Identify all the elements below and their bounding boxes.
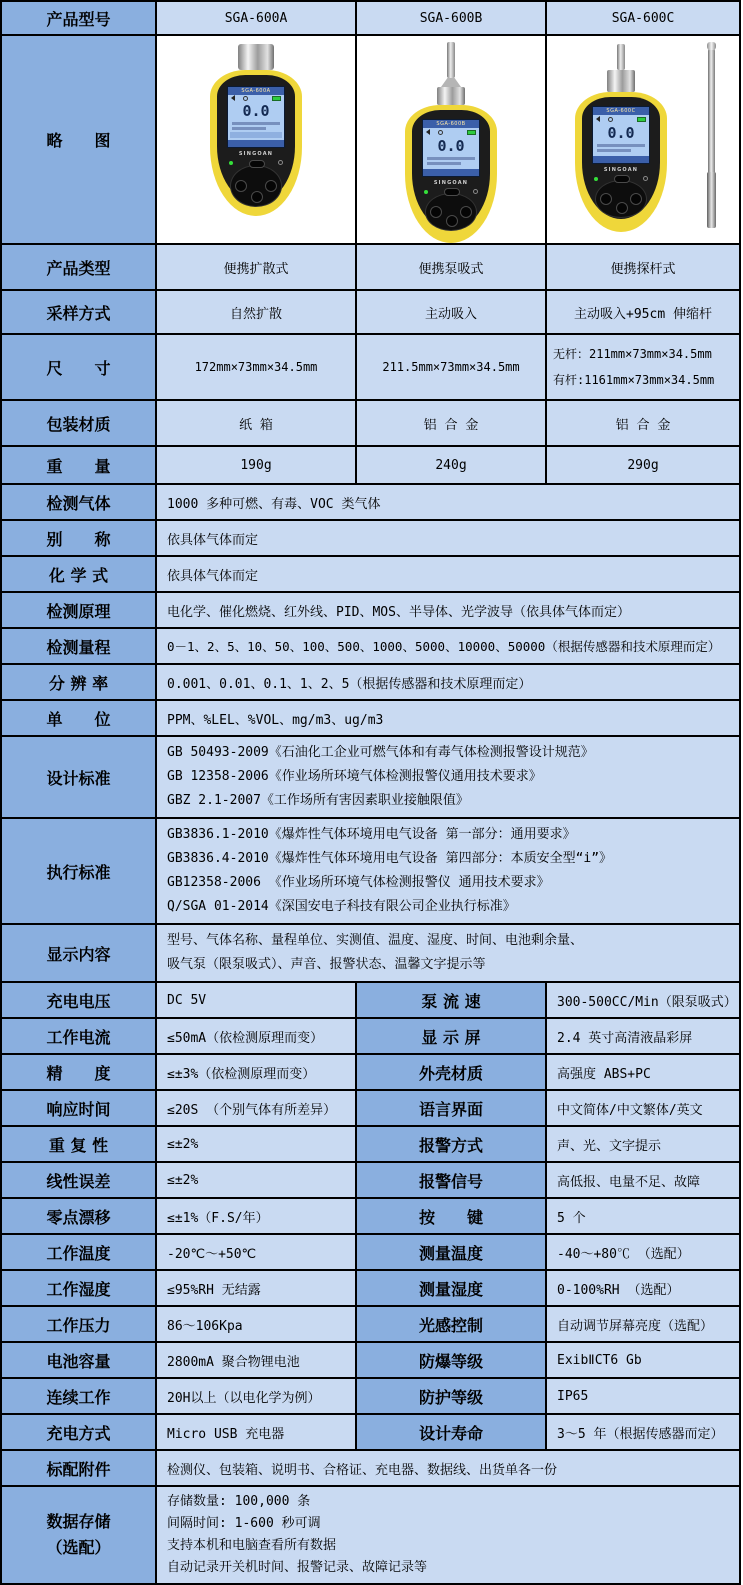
status-led: [594, 177, 598, 181]
row-label: 泵 流 速: [356, 982, 546, 1018]
row-label: 别 称: [1, 520, 156, 556]
row-label: 测量湿度: [356, 1270, 546, 1306]
screen-info-lines: [593, 142, 649, 154]
charging-method-value: Micro USB 充电器: [156, 1414, 356, 1450]
menu-button: [614, 175, 630, 183]
packaging-b: 铝 合 金: [356, 400, 546, 446]
working-pressure-value: 86～106Kpa: [156, 1306, 356, 1342]
size-b: 211.5mm×73mm×34.5mm: [356, 334, 546, 400]
sampling-c: 主动吸入+95cm 伸缩杆: [546, 290, 740, 334]
menu-button: [249, 160, 265, 168]
design-standard-line: GB 50493-2009《石油化工企业可燃气体和有毒气体检测报警设计规范》: [167, 745, 594, 760]
right-button: [460, 206, 472, 218]
enter-button: [251, 191, 263, 203]
probe-rod: [447, 42, 455, 78]
accessories-value: 检测仪、包装箱、说明书、合格证、充电器、数据线、出货单各一份: [156, 1450, 740, 1486]
header-row: [1, 1, 740, 35]
pump-flow-value: 300-500CC/Min（限泵吸式）: [546, 982, 740, 1018]
speaker-icon: [426, 129, 430, 135]
light-control-value: 自动调节屏幕亮度（选配）: [546, 1306, 740, 1342]
design-standards-value: [156, 736, 740, 818]
row-working-humidity-measure-humidity: [1, 1270, 740, 1306]
screen-info-lines: [228, 120, 284, 132]
weight-a: 190g: [156, 446, 356, 484]
charging-voltage-value: DC 5V: [156, 982, 356, 1018]
language-value: 中文简体/中文繁体/英文: [546, 1090, 740, 1126]
row-label: 按 键: [356, 1198, 546, 1234]
row-sampling-method: [1, 290, 740, 334]
fan-icon: [438, 130, 443, 135]
row-response-time-language: [1, 1090, 740, 1126]
battery-icon: [272, 96, 281, 101]
row-label: 工作压力: [1, 1306, 156, 1342]
executive-standards-value: [156, 818, 740, 924]
header-label: 产品型号: [1, 1, 156, 35]
row-label: 零点漂移: [1, 1198, 156, 1234]
screen-footer-bar: [228, 140, 284, 147]
row-label: 包装材质: [1, 400, 156, 446]
row-display-content: [1, 924, 740, 982]
row-label: 防爆等级: [356, 1342, 546, 1378]
row-product-type: [1, 244, 740, 290]
size-c-without-rod: 无杆：211mm×73mm×34.5mm: [553, 347, 712, 361]
product-image-a: [156, 35, 356, 244]
row-weight: [1, 446, 740, 484]
brand-label: SINGOAN: [433, 180, 469, 186]
row-label: 工作温度: [1, 1234, 156, 1270]
size-c: [546, 334, 740, 400]
device-body: [405, 105, 497, 243]
row-label: 尺 寸: [1, 334, 156, 400]
packaging-a: 纸 箱: [156, 400, 356, 446]
data-storage-value: [156, 1486, 740, 1584]
row-label: 连续工作: [1, 1378, 156, 1414]
shell-material-value: 高强度 ABS+PC: [546, 1054, 740, 1090]
probe-rod: [617, 44, 625, 70]
button-cluster: [425, 193, 477, 231]
row-label: 检测量程: [1, 628, 156, 664]
fan-icon: [243, 96, 248, 101]
row-charging-method-design-life: [1, 1414, 740, 1450]
fan-icon: [608, 117, 613, 122]
product-image-b: [356, 35, 546, 244]
working-temperature-value: -20℃～+50℃: [156, 1234, 356, 1270]
model-name-b: SGA-600B: [356, 1, 546, 35]
row-label: 外壳材质: [356, 1054, 546, 1090]
screen-footer-bar: [593, 156, 649, 163]
row-linearity-error-alarm-signal: [1, 1162, 740, 1198]
row-accuracy-shell-material: [1, 1054, 740, 1090]
design-standard-line: GBZ 2.1-2007《工作场所有害因素职业接触限值》: [167, 793, 469, 808]
enter-button: [616, 202, 628, 214]
row-resolution: [1, 664, 740, 700]
screen-status-bar: [593, 115, 649, 123]
row-working-temperature-measure-temperature: [1, 1234, 740, 1270]
size-a: 172mm×73mm×34.5mm: [156, 334, 356, 400]
device-panel: [582, 97, 660, 219]
sketch-row: [1, 35, 740, 244]
executive-standard-line: GB12358-2006 《作业场所环境气体检测报警仪 通用技术要求》: [167, 875, 550, 890]
row-executive-standards: [1, 818, 740, 924]
working-humidity-value: ≤95%RH 无结露: [156, 1270, 356, 1306]
model-name-c: SGA-600C: [546, 1, 740, 35]
screen-reading: 0.0: [607, 123, 635, 142]
screen-status-bar: [228, 95, 284, 103]
button-cluster: [230, 165, 282, 207]
button-cluster: [595, 180, 647, 218]
design-standard-line: GB 12358-2006《作业场所环境气体检测报警仪通用技术要求》: [167, 769, 542, 784]
row-label: 分 辨 率: [1, 664, 156, 700]
row-label: 设计标准: [1, 736, 156, 818]
row-label: 线性误差: [1, 1162, 156, 1198]
status-led: [229, 161, 233, 165]
row-label: 执行标准: [1, 818, 156, 924]
sketch-label: 略 图: [1, 35, 156, 244]
row-label: [1, 1486, 156, 1584]
detector-device-a: [204, 44, 308, 216]
row-charging-voltage-pump-flow: [1, 982, 740, 1018]
buttons-value: 5 个: [546, 1198, 740, 1234]
measure-humidity-value: 0-100%RH （选配）: [546, 1270, 740, 1306]
type-c: 便携探杆式: [546, 244, 740, 290]
left-button: [235, 180, 247, 192]
sampling-b: 主动吸入: [356, 290, 546, 334]
row-label: 检测原理: [1, 592, 156, 628]
detection-principle-value: 电化学、催化燃烧、红外线、PID、MOS、半导体、光学波导（依具体气体而定）: [156, 592, 740, 628]
detector-device-c: [569, 44, 673, 232]
storage-line: 间隔时间: 1-600 秒可调: [167, 1516, 321, 1531]
size-c-with-rod: 有杆:1161mm×73mm×34.5mm: [553, 373, 715, 387]
accuracy-value: ≤±3%（依检测原理而变）: [156, 1054, 356, 1090]
weight-c: 290g: [546, 446, 740, 484]
battery-capacity-value: 2800mA 聚合物锂电池: [156, 1342, 356, 1378]
continuous-working-value: 20H以上（以电化学为例）: [156, 1378, 356, 1414]
power-icon: [278, 160, 283, 165]
row-design-standards: [1, 736, 740, 818]
display-screen-value: 2.4 英寸高清液晶彩屏: [546, 1018, 740, 1054]
executive-standard-line: GB3836.1-2010《爆炸性气体环境用电气设备 第一部分：通用要求》: [167, 827, 576, 842]
sensor-cap: [437, 87, 465, 105]
row-label: 报警方式: [356, 1126, 546, 1162]
row-label: 重 复 性: [1, 1126, 156, 1162]
weight-b: 240g: [356, 446, 546, 484]
screen-reading: 0.0: [242, 102, 270, 121]
power-icon: [643, 176, 648, 181]
row-label: 充电电压: [1, 982, 156, 1018]
status-led: [424, 190, 428, 194]
screen-title: SGA-600C: [593, 107, 649, 115]
row-data-storage: [1, 1486, 740, 1584]
measure-temperature-value: -40～+80℃ （选配）: [546, 1234, 740, 1270]
screen-reading: 0.0: [437, 136, 465, 155]
device-screen: [227, 86, 285, 148]
probe-cone: [441, 78, 461, 87]
type-a: 便携扩散式: [156, 244, 356, 290]
device-panel: [217, 75, 295, 203]
row-detected-gas: [1, 484, 740, 520]
left-button: [430, 206, 442, 218]
row-chemical-formula: [1, 556, 740, 592]
power-icon: [473, 189, 478, 194]
working-current-value: ≤50mA（依检测原理而变）: [156, 1018, 356, 1054]
storage-line: 自动记录开关机时间、报警记录、故障记录等: [167, 1560, 428, 1575]
alarm-signal-value: 高低报、电量不足、故障: [546, 1162, 740, 1198]
screen-info-lines: [423, 155, 479, 167]
right-button: [630, 193, 642, 205]
row-label: 精 度: [1, 1054, 156, 1090]
model-name-a: SGA-600A: [156, 1, 356, 35]
row-label: 标配附件: [1, 1450, 156, 1486]
display-content-line: 吸气泵（限泵吸式）、声音、报警状态、温馨文字提示等: [167, 957, 486, 972]
screen-title: SGA-600B: [423, 120, 479, 128]
storage-line: 支持本机和电脑查看所有数据: [167, 1538, 337, 1553]
chemical-formula-value: 依具体气体而定: [156, 556, 740, 592]
alarm-mode-value: 声、光、文字提示: [546, 1126, 740, 1162]
row-detection-principle: [1, 592, 740, 628]
repeatability-value: ≤±2%: [156, 1126, 356, 1162]
brand-label: SINGOAN: [238, 151, 274, 157]
enter-button: [446, 215, 458, 227]
alias-value: 依具体气体而定: [156, 520, 740, 556]
device-body: [210, 70, 302, 216]
row-working-pressure-light-control: [1, 1306, 740, 1342]
row-packaging-material: [1, 400, 740, 446]
row-label: 采样方式: [1, 290, 156, 334]
detector-device-b: [399, 42, 503, 243]
type-b: 便携泵吸式: [356, 244, 546, 290]
row-label: 重 量: [1, 446, 156, 484]
right-button: [265, 180, 277, 192]
row-label: 光感控制: [356, 1306, 546, 1342]
design-life-value: 3～5 年（根据传感器而定）: [546, 1414, 740, 1450]
row-standard-accessories: [1, 1450, 740, 1486]
zero-drift-value: ≤±1%（F.S/年）: [156, 1198, 356, 1234]
device-screen: [592, 106, 650, 164]
storage-label-line2: （选配）: [46, 1538, 111, 1557]
sensor-cap: [238, 44, 274, 70]
detected-gas-value: 1000 多种可燃、有毒、VOC 类气体: [156, 484, 740, 520]
screen-title: SGA-600A: [228, 87, 284, 95]
explosion-proof-value: ExibⅡCT6 Gb: [546, 1342, 740, 1378]
battery-icon: [637, 117, 646, 122]
row-label: 充电方式: [1, 1414, 156, 1450]
row-battery-capacity-explosion-proof: [1, 1342, 740, 1378]
response-time-value: ≤20S （个别气体有所差异）: [156, 1090, 356, 1126]
packaging-c: 铝 合 金: [546, 400, 740, 446]
row-zero-drift-buttons: [1, 1198, 740, 1234]
row-label: 工作电流: [1, 1018, 156, 1054]
row-label: 语言界面: [356, 1090, 546, 1126]
screen-highlight-row: [230, 132, 282, 138]
brand-label: SINGOAN: [603, 167, 639, 173]
row-label: 工作湿度: [1, 1270, 156, 1306]
row-label: 防护等级: [356, 1378, 546, 1414]
row-label: 测量温度: [356, 1234, 546, 1270]
executive-standard-line: GB3836.4-2010《爆炸性气体环境用电气设备 第四部分：本质安全型“i”》: [167, 851, 613, 866]
row-label: 电池容量: [1, 1342, 156, 1378]
row-label: 显 示 屏: [356, 1018, 546, 1054]
row-label: 设计寿命: [356, 1414, 546, 1450]
product-image-c: [546, 35, 740, 244]
screen-status-bar: [423, 128, 479, 136]
sensor-cap: [607, 70, 635, 92]
storage-label-line1: 数据存储: [46, 1512, 111, 1531]
row-working-current-display-screen: [1, 1018, 740, 1054]
row-label: 显示内容: [1, 924, 156, 982]
unit-value: PPM、%LEL、%VOL、mg/m3、ug/m3: [156, 700, 740, 736]
row-label: 检测气体: [1, 484, 156, 520]
row-label: 响应时间: [1, 1090, 156, 1126]
row-repeatability-alarm-mode: [1, 1126, 740, 1162]
device-screen: [422, 119, 480, 177]
row-continuous-working-protection-level: [1, 1378, 740, 1414]
protection-level-value: IP65: [546, 1378, 740, 1414]
speaker-icon: [231, 95, 235, 101]
row-label: 化 学 式: [1, 556, 156, 592]
device-panel: [412, 110, 490, 230]
resolution-value: 0.001、0.01、0.1、1、2、5（根据传感器和技术原理而定）: [156, 664, 740, 700]
linearity-error-value: ≤±2%: [156, 1162, 356, 1198]
row-label: 单 位: [1, 700, 156, 736]
row-unit: [1, 700, 740, 736]
display-content-value: [156, 924, 740, 982]
row-detection-range: [1, 628, 740, 664]
left-button: [600, 193, 612, 205]
device-body: [575, 92, 667, 232]
battery-icon: [467, 130, 476, 135]
executive-standard-line: Q/SGA 01-2014《深国安电子科技有限公司企业执行标准》: [167, 899, 516, 914]
menu-button: [444, 188, 460, 196]
display-content-line: 型号、气体名称、量程单位、实测值、温度、湿度、时间、电池剩余量、: [167, 933, 584, 948]
row-label: 产品类型: [1, 244, 156, 290]
storage-line: 存储数量: 100,000 条: [167, 1494, 311, 1509]
speaker-icon: [596, 116, 600, 122]
detection-range-value: 0－1、2、5、10、50、100、500、1000、5000、10000、50000（根据传感器和技术原理而定）: [156, 628, 740, 664]
row-label: 报警信号: [356, 1162, 546, 1198]
row-alias: [1, 520, 740, 556]
telescopic-rod: [708, 48, 715, 228]
sampling-a: 自然扩散: [156, 290, 356, 334]
screen-footer-bar: [423, 169, 479, 176]
row-dimensions: [1, 334, 740, 400]
